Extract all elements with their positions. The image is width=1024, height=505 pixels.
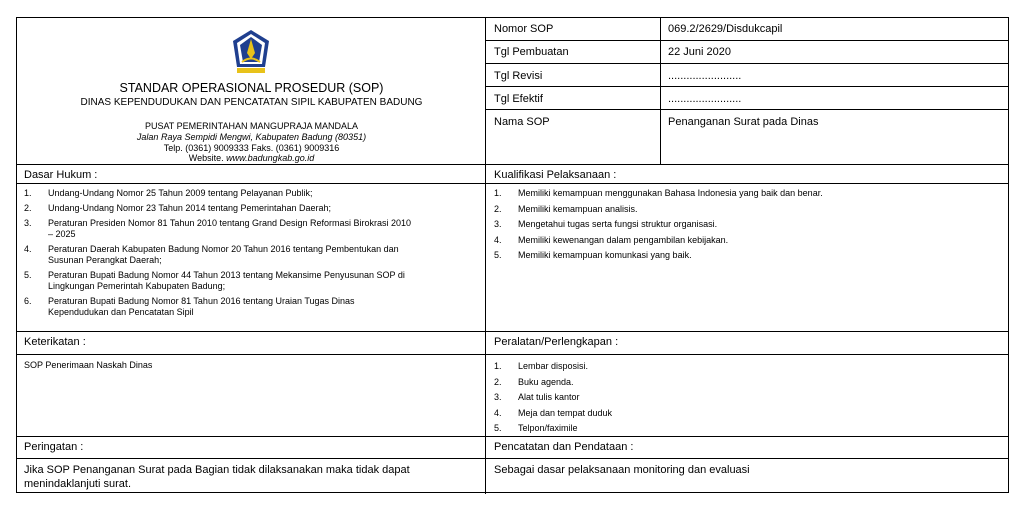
dasar-hukum-heading: Dasar Hukum : — [24, 169, 98, 181]
keterikatan-text: SOP Penerimaan Naskah Dinas — [24, 360, 153, 370]
row-divider — [17, 331, 1009, 332]
info-label-nama: Nama SOP — [494, 116, 550, 128]
org-phone: Telp. (0361) 9009333 Faks. (0361) 9009316 — [163, 142, 340, 153]
list-item: 3. Peraturan Presiden Nomor 81 Tahun 2010 tentang Grand Design Reformasi Birokrasi 2010 – 2025 — [24, 218, 412, 239]
list-item: 2. Memiliki kemampuan analisis. — [494, 203, 638, 214]
list-item: 1. Lembar disposisi. — [494, 361, 589, 371]
pencatatan-text: Sebagai dasar pelaksanaan monitoring dan evaluasi — [494, 464, 750, 476]
sop-title: STANDAR OPERASIONAL PROSEDUR (SOP) — [119, 81, 384, 95]
info-label-pembuatan: Tgl Pembuatan — [494, 46, 569, 58]
website-link[interactable]: www.badungkab.go.id — [226, 153, 315, 163]
row-divider — [17, 436, 1009, 437]
row-divider — [17, 354, 1009, 355]
list-item: 2. Buku agenda. — [494, 376, 574, 387]
list-item: 1. Memiliki kemampuan menggunakan Bahasa Indonesia yang baik dan benar. — [494, 188, 823, 198]
info-label-nomor: Nomor SOP — [494, 23, 554, 35]
badung-logo-icon — [231, 29, 271, 75]
info-label-efektif: Tgl Efektif — [494, 93, 543, 105]
list-item: 4. Meja dan tempat duduk — [494, 407, 613, 418]
row-divider — [485, 86, 1009, 87]
org-name: PUSAT PEMERINTAHAN MANGUPRAJA MANDALA — [144, 121, 359, 131]
org-website — [17, 153, 486, 164]
website-label: Website. — [188, 153, 224, 163]
peringatan-heading: Peringatan : — [24, 441, 84, 453]
peralatan-heading: Peralatan/Perlengkapan : — [494, 336, 619, 348]
list-item: 5. Telpon/faximile — [494, 423, 578, 434]
row-divider — [17, 183, 1009, 184]
info-value-efektif: ........................ — [668, 93, 742, 105]
row-divider — [17, 164, 1009, 165]
list-item: 3. Mengetahui tugas serta fungsi struktur organisasi. — [494, 219, 718, 230]
info-value-pembuatan: 22 Juni 2020 — [668, 46, 731, 58]
list-item: 3. Alat tulis kantor — [494, 392, 580, 403]
sop-subtitle: DINAS KEPENDUDUKAN DAN PENCATATAN SIPIL KABUPATEN BADUNG — [80, 97, 423, 108]
list-item: 5. Peraturan Bupati Badung Nomor 44 Tahun 2013 tentang Mekansime Penyusunan SOP di Lingkungan Pemerintah Kabupaten Badung; — [24, 270, 405, 291]
info-label-revisi: Tgl Revisi — [494, 70, 543, 82]
info-value-revisi: ........................ — [668, 70, 742, 82]
peringatan-text-line1: Jika SOP Penanganan Surat pada Bagian tidak dilaksanakan maka tidak dapat — [24, 464, 410, 476]
list-item: 2. Undang-Undang Nomor 23 Tahun 2014 tentang Pemerintahan Daerah; — [24, 203, 332, 213]
info-value-nomor: 069.2/2629/Disdukcapil — [668, 23, 783, 35]
list-item: 6. Peraturan Bupati Badung Nomor 81 Tahun 2016 tentang Uraian Tugas Dinas Kependudukan dan Pencatatan Sipil — [24, 296, 355, 317]
list-item: 4. Peraturan Daerah Kabupaten Badung Nomor 20 Tahun 2016 tentang Pembentukan dan Susunan Perangkat Daerah; — [24, 244, 399, 265]
peralatan-list — [494, 361, 999, 434]
list-item: 1. Undang-Undang Nomor 25 Tahun 2009 tentang Pelayanan Publik; — [24, 188, 313, 198]
column-divider — [485, 18, 486, 494]
row-divider — [485, 63, 1009, 64]
kualifikasi-heading: Kualifikasi Pelaksanaan : — [494, 169, 617, 181]
peringatan-text-line2: menindaklanjuti surat. — [24, 478, 132, 490]
sop-document — [16, 17, 1009, 493]
sop-header — [17, 18, 486, 164]
list-item: 4. Memiliki kewenangan dalam pengambilan kebijakan. — [494, 234, 729, 245]
row-divider — [485, 109, 1009, 110]
dasar-hukum-list — [24, 188, 479, 318]
kualifikasi-list — [494, 188, 999, 261]
row-divider — [485, 40, 1009, 41]
info-value-nama: Penanganan Surat pada Dinas — [668, 116, 819, 128]
org-address: Jalan Raya Sempidi Mengwi, Kabupaten Badung (80351) — [136, 132, 367, 142]
keterikatan-heading: Keterikatan : — [24, 336, 86, 348]
row-divider — [17, 458, 1009, 459]
list-item: 5. Memiliki kemampuan komunkasi yang baik. — [494, 250, 692, 261]
pencatatan-heading: Pencatatan dan Pendataan : — [494, 441, 634, 453]
